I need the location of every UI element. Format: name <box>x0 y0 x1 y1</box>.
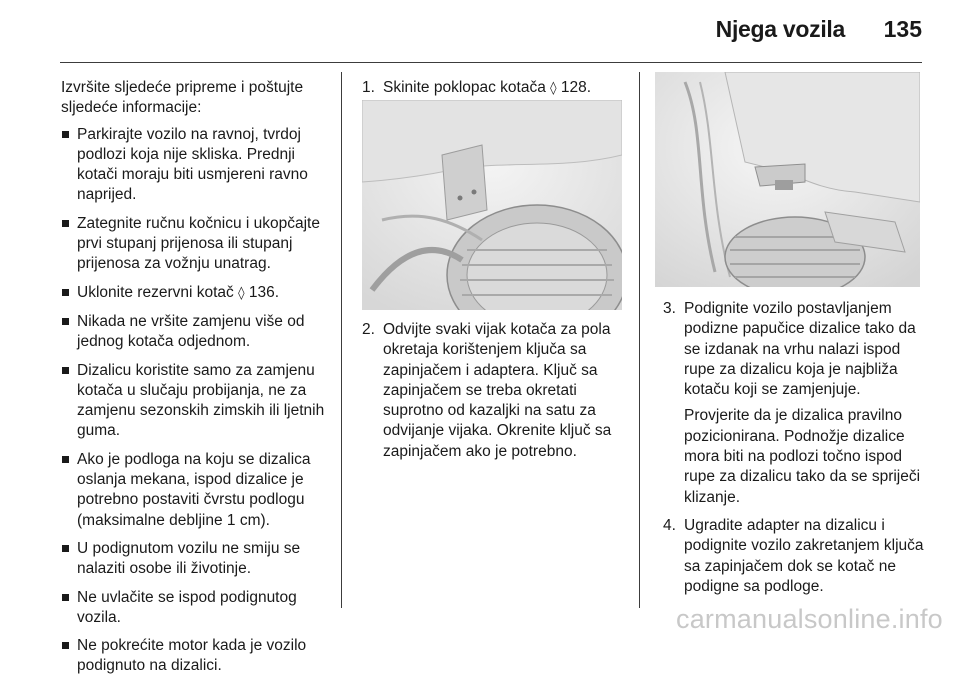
bullet-square-icon <box>62 289 69 296</box>
intro-text: Izvršite sljedeće pripreme i poštujte sljedeće informacije: <box>61 79 304 117</box>
bullet-square-icon <box>62 131 69 138</box>
list-item: Ne pokrećite motor kada je vozilo podignuto na dizalici. <box>61 636 331 677</box>
bullet-square-icon <box>62 367 69 374</box>
wheel-drawing <box>362 100 622 310</box>
page-reference[interactable]: 128. <box>560 79 592 96</box>
bullet-square-icon <box>62 594 69 601</box>
middle-column-step1 <box>362 78 630 99</box>
page-reference[interactable]: 136. <box>248 283 280 301</box>
page-reference-arrow-icon[interactable]: ◊ <box>550 81 557 96</box>
column-divider-1 <box>341 72 342 608</box>
wheel-illustration <box>362 100 622 310</box>
right-column-steps <box>663 299 925 597</box>
step-note: Provjerite da je dizalica pravilno pozicionirana. Podnožje dizalice mora biti na podlozi točno ispod rupe za dizalicu tako da se spriječi klizanje. <box>684 407 921 506</box>
column-divider-2 <box>639 72 640 608</box>
bullet-square-icon <box>62 545 69 552</box>
bullet-square-icon <box>62 220 69 227</box>
step-item: 2. Odvijte svaki vijak kotača za pola okretaja korištenjem ključa sa zapinjačem i adaptera. Ključ sa zapinjačem se treba okretati suprotno od kazaljki na satu za odvijanje vijaka. Okrenite ključ sa zapinjačem ako je potrebno. <box>362 321 612 460</box>
page-reference-arrow-icon[interactable]: ◊ <box>238 285 245 301</box>
bullet-square-icon <box>62 456 69 463</box>
page-header-title: Njega vozila <box>715 16 845 42</box>
bullet-square-icon <box>62 318 69 325</box>
jack-drawing <box>655 72 920 287</box>
list-item: Dizalicu koristite samo za zamjenu kotača u slučaju probijanja, ne za zamjenu sezonskih zimskih ili ljetnih guma. <box>61 361 331 442</box>
jack-position-illustration <box>655 72 920 287</box>
left-column <box>61 78 331 685</box>
list-item: Ne uvlačite se ispod podignutog vozila. <box>61 588 331 629</box>
bullet-square-icon <box>62 642 69 649</box>
list-item: U podignutom vozilu ne smiju se nalaziti osobe ili životinje. <box>61 539 331 580</box>
step-item: 3. Podignite vozilo postavljanjem podizne papučice dizalice tako da se izdanak na vrhu nalazi ispod rupe za dizalicu koja je najbliža kotaču koji se zamjenjuje. Provjerite da je dizalica pravilno pozicionirana. Podnožje dizalice mora biti na podlozi točno ispod rupe za dizalicu tako da se spriječi klizanje. <box>663 299 925 508</box>
watermark: carmanualsonline.info <box>676 604 943 634</box>
list-item: Uklonite rezervni kotač ◊ 136. <box>61 283 331 304</box>
step-item: 1. Skinite poklopac kotača ◊ 128. <box>362 79 592 96</box>
list-item: Zategnite ručnu kočnicu i ukopčajte prvi stupanj prijenosa ili stupanj prijenosa za vožnju unatrag. <box>61 214 331 275</box>
list-item: Ako je podloga na koju se dizalica oslanja mekana, ispod dizalice je potrebno postaviti čvrstu podlogu (maksimalne debljine 1 cm). <box>61 450 331 531</box>
list-item: Nikada ne vršite zamjenu više od jednog kotača odjednom. <box>61 312 331 353</box>
middle-column-step2 <box>362 320 630 462</box>
preparation-list <box>61 125 331 677</box>
list-item: Parkirajte vozilo na ravnoj, tvrdoj podlozi koja nije skliska. Prednji kotači moraju biti usmjereni ravno naprijed. <box>61 125 331 206</box>
header-rule <box>60 62 922 63</box>
page-number: 135 <box>883 16 922 42</box>
step-item: 4. Ugradite adapter na dizalicu i podignite vozilo zakretanjem ključa sa zapinjačem dok se kotač ne podigne sa podloge. <box>663 516 924 595</box>
